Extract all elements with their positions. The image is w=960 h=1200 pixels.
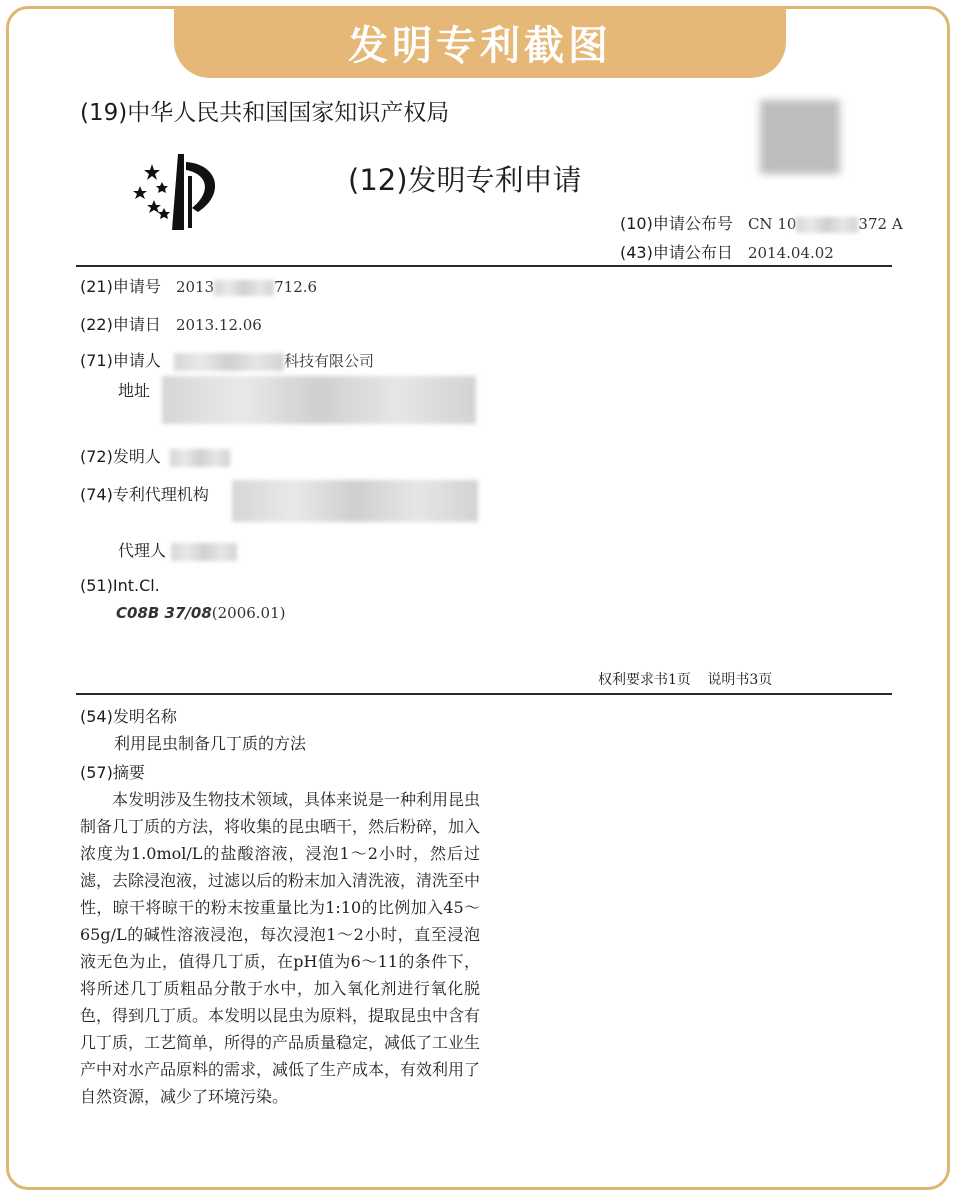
page-counts: 权利要求书1页 说明书3页	[598, 672, 773, 688]
redaction	[796, 217, 858, 233]
address-redaction	[162, 376, 476, 424]
application-date	[80, 312, 262, 335]
publication-number	[620, 211, 903, 234]
agent	[118, 538, 237, 561]
agent-label: 代理人	[118, 541, 167, 560]
publication-date-value: 2014.04.02	[747, 244, 834, 262]
patent-office: (19)中华人民共和国国家知识产权局	[80, 100, 450, 126]
publication-number-prefix: CN 10	[747, 215, 797, 233]
applicant	[80, 348, 374, 371]
application-date-label: (22)申请日	[80, 315, 161, 334]
application-number-label: (21)申请号	[80, 277, 161, 296]
redaction	[171, 543, 237, 561]
patent-agency-label: (74)专利代理机构	[80, 485, 209, 504]
qr-code	[760, 100, 840, 174]
inventor-label: (72)发明人	[80, 447, 161, 466]
abstract-label: (57)摘要	[80, 763, 145, 782]
publication-number-suffix: 372 A	[858, 215, 903, 233]
address-label: 地址	[118, 381, 151, 400]
abstract-text: 本发明涉及生物技术领域，具体来说是一种利用昆虫制备几丁质的方法，将收集的昆虫晒干，然后粉碎，加入浓度为1.0mol/L的盐酸溶液，浸泡1～2小时，然后过滤，去除浸泡液，过滤以后的粉末加入清洗液，清洗至中性，晾干将晾干的粉末按重量比为1:10的比例加入45～65g/L的碱性溶液浸泡，每次浸泡1～2小时，直至浸泡液无色为止，值得几丁质，在pH值为6～11的条件下，将所述几丁质粗品分散于水中，加入氧化剂进行氧化脱色，得到几丁质。本发明以昆虫为原料，提取昆虫中含有几丁质，工艺简单，所得的产品质量稳定，减低了工业生产中对水产品原料的需求，减低了生产成本，有效利用了自然资源，减少了环境污染。	[80, 790, 481, 1106]
publication-date-label: (43)申请公布日	[620, 243, 733, 262]
divider-bottom	[76, 693, 892, 695]
document-type: (12)发明专利申请	[348, 163, 582, 197]
invention-title-label: (54)发明名称	[80, 707, 177, 726]
int-cl-label: (51)Int.Cl.	[80, 576, 160, 595]
publication-date	[620, 240, 834, 263]
abstract-section	[80, 760, 145, 783]
invention-title-section	[80, 704, 177, 727]
application-number-prefix: 2013	[175, 278, 215, 296]
application-number-suffix: 712.6	[274, 278, 318, 296]
application-number	[80, 274, 317, 297]
application-date-value: 2013.12.06	[175, 316, 262, 334]
invention-title: 利用昆虫制备几丁质的方法	[114, 734, 307, 753]
classification	[116, 603, 286, 622]
divider-top	[76, 265, 892, 267]
redaction	[214, 280, 274, 296]
patent-agency	[80, 482, 209, 505]
int-cl	[80, 576, 160, 595]
applicant-label: (71)申请人	[80, 351, 161, 370]
banner-title: 发明专利截图	[174, 6, 786, 78]
classification-year: (2006.01)	[211, 604, 286, 622]
cnipa-emblem-icon	[122, 150, 230, 236]
publication-number-label: (10)申请公布号	[620, 214, 733, 233]
inventor	[80, 444, 230, 467]
applicant-suffix: 科技有限公司	[283, 352, 374, 370]
address	[118, 378, 150, 401]
classification-code: C08B 37/08	[116, 604, 212, 622]
redaction	[170, 449, 230, 467]
redaction	[174, 353, 284, 371]
agency-redaction	[232, 480, 478, 522]
